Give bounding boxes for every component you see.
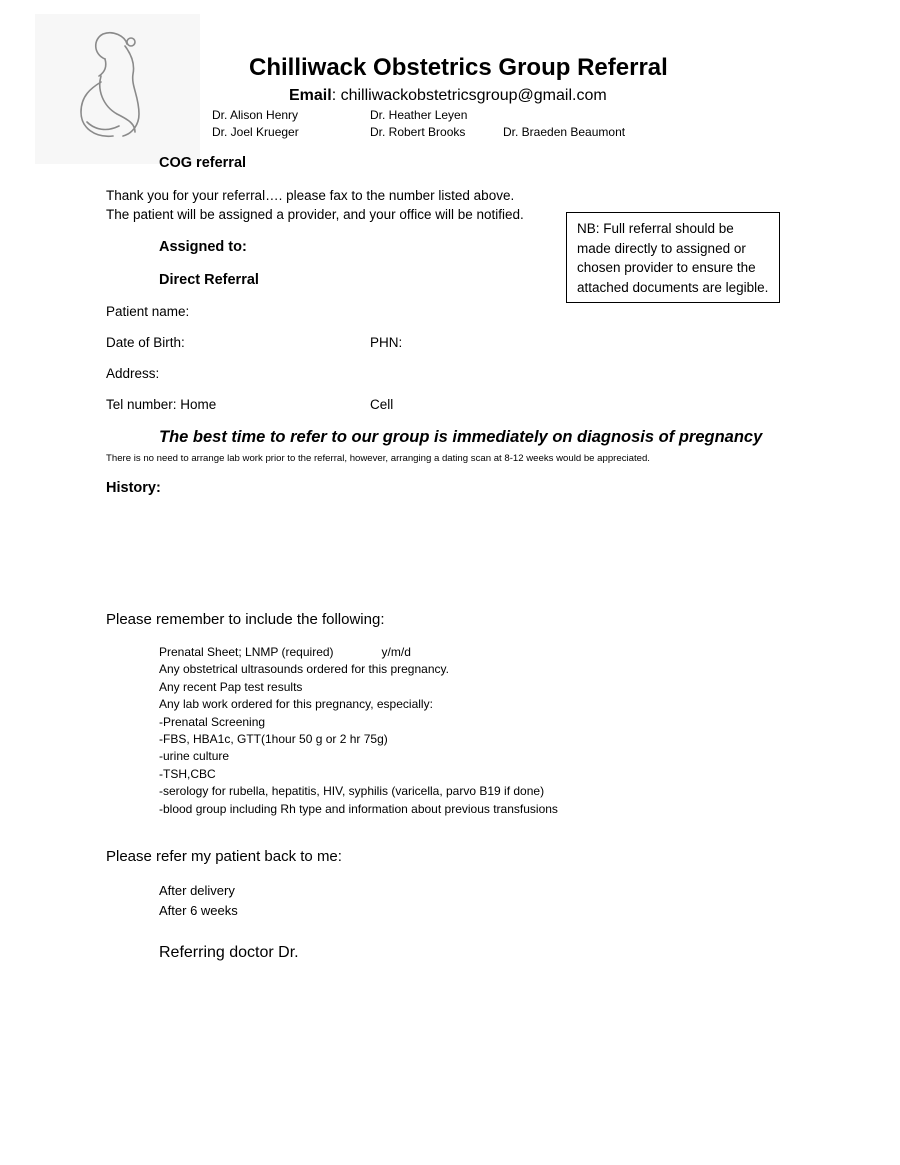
list-item: Any recent Pap test results	[159, 679, 303, 694]
referring-doctor-field[interactable]: Referring doctor Dr.	[159, 944, 299, 961]
note-box: NB: Full referral should be made directly to assigned or chosen provider to ensure the attached documents are legible.	[566, 212, 780, 303]
phn-field[interactable]: PHN:	[370, 335, 403, 350]
list-item: Any lab work ordered for this pregnancy, especially:	[159, 697, 433, 712]
remember-heading: Please remember to include the following:	[106, 611, 385, 628]
email-label: Email	[289, 87, 332, 104]
dob-field[interactable]: Date of Birth:	[106, 335, 185, 350]
cell-field[interactable]: Cell	[370, 397, 394, 412]
list-item: -blood group including Rh type and information about previous transfusions	[159, 801, 558, 816]
intro-line-1: Thank you for your referral…. please fax to the number listed above.	[106, 188, 515, 203]
doctor-name: Dr. Joel Krueger	[212, 125, 299, 139]
pregnant-woman-icon	[35, 14, 200, 164]
doctor-name: Dr. Alison Henry	[212, 108, 299, 122]
assigned-to-label: Assigned to:	[159, 239, 247, 255]
section-title: COG referral	[159, 155, 247, 171]
doctor-name: Dr. Robert Brooks	[370, 125, 466, 139]
refer-back-options	[159, 881, 238, 921]
best-time-heading: The best time to refer to our group is immediately on diagnosis of pregnancy	[159, 428, 763, 446]
patient-name-field[interactable]: Patient name:	[106, 304, 190, 319]
remember-list	[159, 644, 558, 818]
direct-referral-label: Direct Referral	[159, 272, 259, 288]
list-item: -Prenatal Screening	[159, 714, 266, 729]
list-item: -FBS, HBA1c, GTT(1hour 50 g or 2 hr 75g)	[159, 732, 388, 747]
list-item: Prenatal Sheet; LNMP (required) y/m/d	[159, 645, 411, 659]
refer-back-heading: Please refer my patient back to me:	[106, 848, 342, 865]
pregnancy-logo	[35, 14, 200, 164]
address-field[interactable]: Address:	[106, 366, 160, 381]
form-title: Chilliwack Obstetrics Group Referral	[249, 54, 668, 81]
history-label: History:	[106, 480, 161, 496]
list-item: -urine culture	[159, 749, 230, 764]
tel-home-field[interactable]: Tel number: Home	[106, 397, 217, 412]
email-line	[289, 87, 607, 105]
best-time-note: There is no need to arrange lab work prior to the referral, however, arranging a dating scan at 8-12 weeks would be appreciated.	[106, 453, 650, 464]
list-item: -TSH,CBC	[159, 766, 216, 781]
email-value: : chilliwackobstetricsgroup@gmail.com	[331, 87, 607, 104]
intro-line-2: The patient will be assigned a provider, and your office will be notified.	[106, 207, 524, 222]
doctor-name: Dr. Heather Leyen	[370, 108, 468, 122]
list-item: Any obstetrical ultrasounds ordered for this pregnancy.	[159, 662, 449, 677]
doctor-name: Dr. Braeden Beaumont	[503, 125, 626, 139]
date-format: y/m/d	[381, 645, 411, 659]
refer-back-after-6-weeks[interactable]: After 6 weeks	[159, 903, 238, 918]
refer-back-after-delivery[interactable]: After delivery	[159, 883, 235, 898]
list-item: -serology for rubella, hepatitis, HIV, syphilis (varicella, parvo B19 if done)	[159, 784, 545, 799]
